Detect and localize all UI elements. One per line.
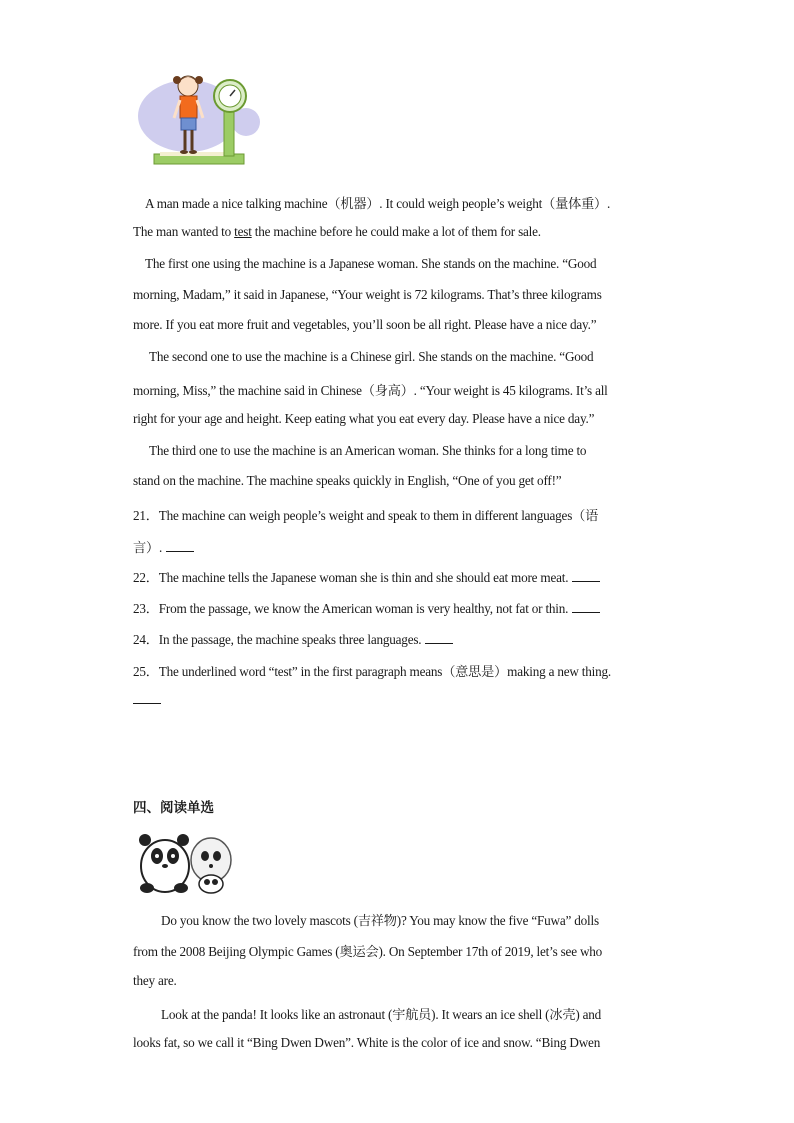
question-21: 21．The machine can weigh people’s weight and speak to them in different languages（语: [133, 508, 599, 523]
question-25-blank-line: [133, 692, 161, 708]
question-22: 22．The machine tells the Japanese woman she is thin and she should eat more meat.: [133, 567, 600, 586]
girl-head: [178, 76, 198, 96]
section-heading: 四、阅读单选: [133, 800, 214, 816]
passage-1-line-9: The third one to use the machine is an American woman. She thinks for a long time to: [149, 443, 587, 458]
answer-blank-21[interactable]: [166, 550, 194, 552]
passage-1-line-5: more. If you eat more fruit and vegetables, you’ll soon be all right. Please have a nice day.”: [133, 317, 597, 332]
answer-blank-25[interactable]: [133, 702, 161, 704]
passage-2-line-5: looks fat, so we call it “Bing Dwen Dwen”. White is the color of ice and snow. “Bing Dwen: [133, 1035, 601, 1050]
passage-1-line-2: The man wanted to test the machine before he could make a lot of them for sale.: [133, 224, 541, 239]
passage-1-line-3: The first one using the machine is a Japanese woman. She stands on the machine. “Good: [145, 256, 597, 271]
passage-2-line-3: they are.: [133, 973, 177, 988]
passage-1-line-10: stand on the machine. The machine speaks quickly in English, “One of you get off!”: [133, 473, 562, 488]
question-24: 24．In the passage, the machine speaks three languages.: [133, 629, 453, 648]
mascots-illustration: [133, 826, 235, 896]
question-25: 25．The underlined word “test” in the first paragraph means（意思是）making a new thing.: [133, 664, 612, 679]
question-23: 23．From the passage, we know the American woman is very healthy, not fat or thin.: [133, 598, 600, 617]
passage-1-line-4: morning, Madam,” it said in Japanese, “Your weight is 72 kilograms. That’s three kilograms: [133, 287, 602, 302]
answer-blank-22[interactable]: [572, 580, 600, 582]
passage-2-line-2: from the 2008 Beijing Olympic Games (奥运会). On September 17th of 2019, let’s see who: [133, 944, 603, 959]
passage-1-line-1: A man made a nice talking machine（机器）. It could weigh people’s weight（量体重）.: [145, 196, 611, 211]
passage-2-line-4: Look at the panda! It looks like an astronaut (宇航员). It wears an ice shell (冰壳) and: [161, 1007, 602, 1022]
question-21-cont: 言）.: [133, 537, 194, 556]
underlined-word-test: test: [234, 224, 252, 239]
answer-blank-23[interactable]: [572, 611, 600, 613]
passage-1-line-8: right for your age and height. Keep eating what you eat every day. Please have a nice day.”: [133, 411, 595, 426]
passage-2-line-1: Do you know the two lovely mascots (吉祥物)? You may know the five “Fuwa” dolls: [161, 913, 599, 928]
passage-1-line-6: The second one to use the machine is a Chinese girl. She stands on the machine. “Good: [149, 349, 594, 364]
answer-blank-24[interactable]: [425, 642, 453, 644]
scale-girl-illustration: [136, 70, 264, 176]
passage-1-line-7: morning, Miss,” the machine said in Chinese（身高）. “Your weight is 45 kilograms. It’s all: [133, 383, 608, 398]
girl-shirt: [180, 96, 197, 118]
